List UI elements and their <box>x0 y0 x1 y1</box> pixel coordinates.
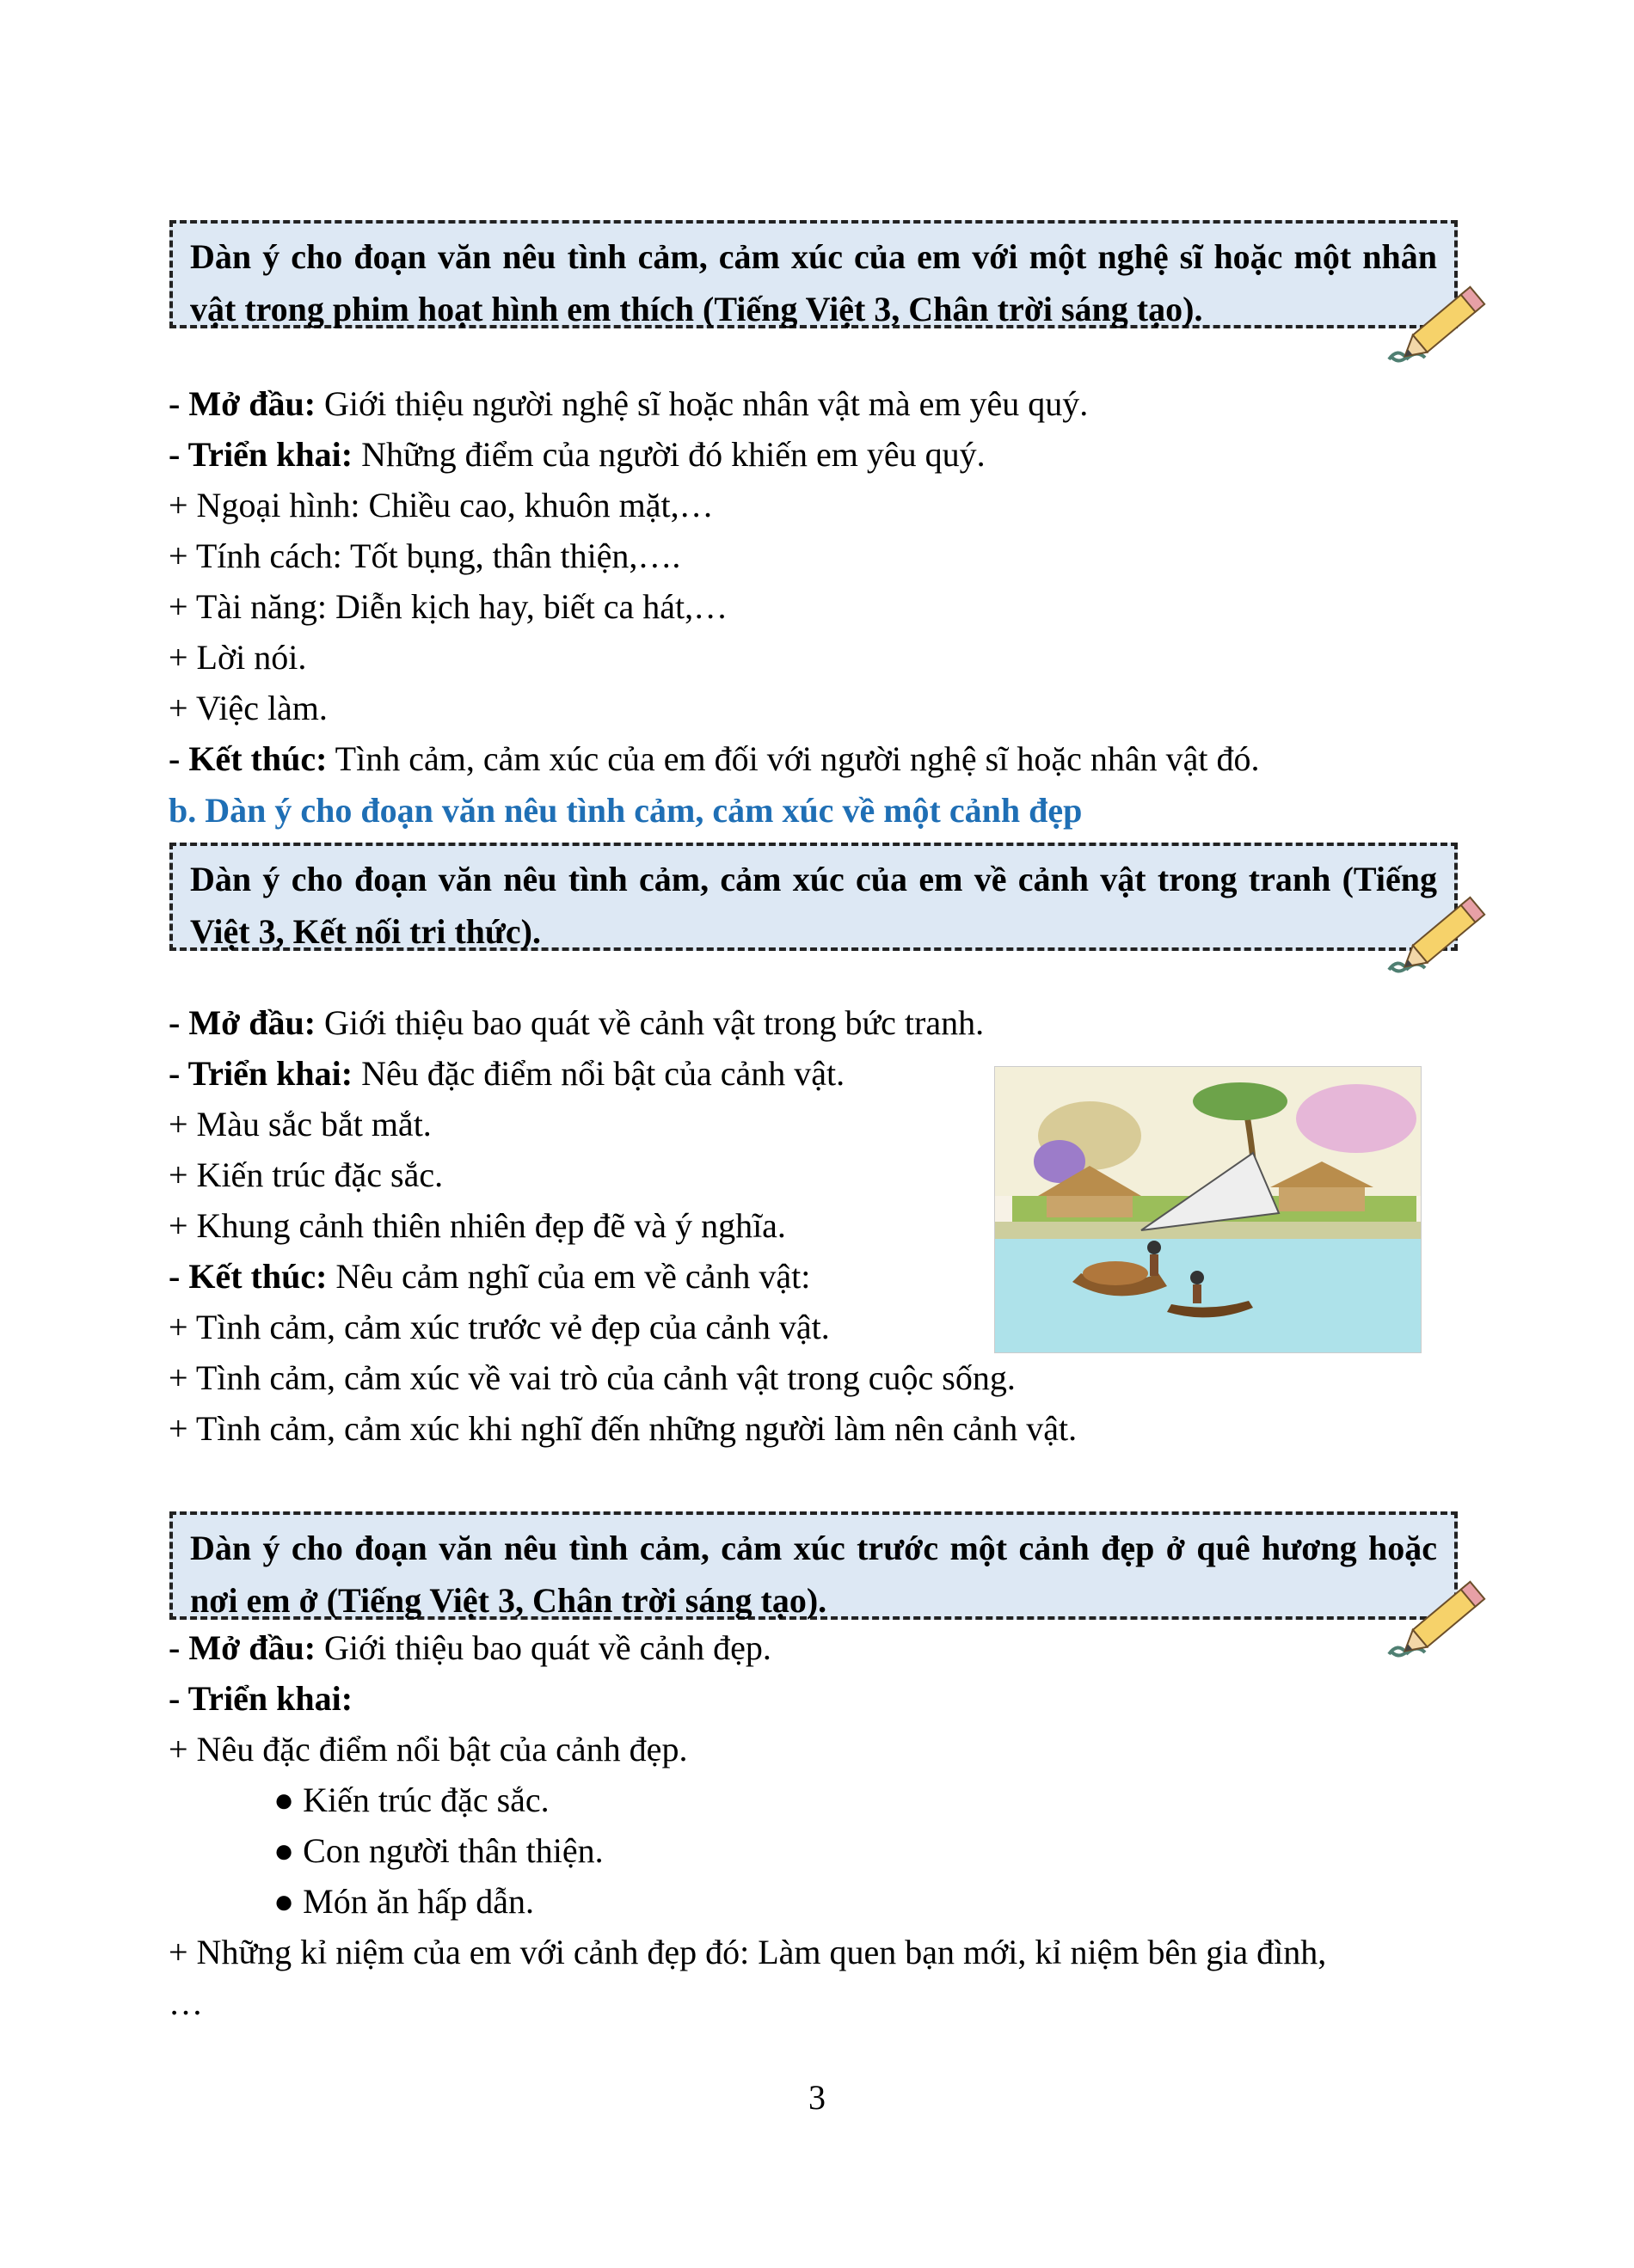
text-line: - Mở đầu: Giới thiệu người nghệ sĩ hoặc nhân vật mà em yêu quý. <box>169 384 1089 423</box>
text-line: + Lời nói. <box>169 638 307 677</box>
pencil-icon <box>1372 868 1501 989</box>
text-line: + Kiến trúc đặc sắc. <box>169 1155 444 1194</box>
outline-title-box-3 <box>169 1511 1458 1620</box>
bullet-item: ● Con người thân thiện. <box>273 1831 604 1870</box>
page-number: 3 <box>808 2078 826 2117</box>
outline-title-3: Dàn ý cho đoạn văn nêu tình cảm, cảm xúc trước một cảnh đẹp ở quê hương hoặc nơi em ở (Tiếng Việt 3, Chân trời sáng tạo). <box>190 1529 1437 1620</box>
text-line: + Tính cách: Tốt bụng, thân thiện,…. <box>169 536 681 575</box>
pencil-icon <box>1372 1553 1501 1673</box>
text-line: + Ngoại hình: Chiều cao, khuôn mặt,… <box>169 486 714 524</box>
river-village-drawing <box>994 1066 1422 1353</box>
text-line: + Những kỉ niệm của em với cảnh đẹp đó: Làm quen bạn mới, kỉ niệm bên gia đình, <box>169 1933 1327 1971</box>
text-line: - Triển khai: Nêu đặc điểm nổi bật của cảnh vật. <box>169 1054 845 1093</box>
text-line: + Khung cảnh thiên nhiên đẹp đẽ và ý nghĩa. <box>169 1206 786 1245</box>
outline-title-box-1 <box>169 220 1458 328</box>
section-heading: b. Dàn ý cho đoạn văn nêu tình cảm, cảm xúc về một cảnh đẹp <box>169 791 1083 830</box>
text-line: + Việc làm. <box>169 689 328 727</box>
text-line: + Tài năng: Diễn kịch hay, biết ca hát,… <box>169 587 728 626</box>
outline-title-1: Dàn ý cho đoạn văn nêu tình cảm, cảm xúc của em với một nghệ sĩ hoặc một nhân vật trong phim hoạt hình em thích (Tiếng Việt 3, Chân trời sáng tạo). <box>190 237 1437 328</box>
bullet-item: ● Món ăn hấp dẫn. <box>273 1882 534 1921</box>
text-line: - Mở đầu: Giới thiệu bao quát về cảnh vật trong bức tranh. <box>169 1003 985 1042</box>
pencil-icon <box>1372 258 1501 378</box>
bullet-item: ● Kiến trúc đặc sắc. <box>273 1781 550 1819</box>
text-line: - Kết thúc: Tình cảm, cảm xúc của em đối với người nghệ sĩ hoặc nhân vật đó. <box>169 739 1260 778</box>
text-line: + Tình cảm, cảm xúc về vai trò của cảnh vật trong cuộc sống. <box>169 1358 1016 1397</box>
outline-title-box-2 <box>169 843 1458 951</box>
text-line: + Tình cảm, cảm xúc khi nghĩ đến những người làm nên cảnh vật. <box>169 1409 1078 1448</box>
text-line: - Kết thúc: Nêu cảm nghĩ của em về cảnh vật: <box>169 1257 811 1296</box>
text-line: + Tình cảm, cảm xúc trước vẻ đẹp của cảnh vật. <box>169 1308 830 1346</box>
text-line: + Màu sắc bắt mắt. <box>169 1105 432 1143</box>
text-line: - Triển khai: Những điểm của người đó khiến em yêu quý. <box>169 435 986 474</box>
text-line: - Triển khai: <box>169 1679 353 1718</box>
text-line: … <box>169 1983 203 2022</box>
text-line: + Nêu đặc điểm nổi bật của cảnh đẹp. <box>169 1730 688 1768</box>
outline-title-2: Dàn ý cho đoạn văn nêu tình cảm, cảm xúc của em về cảnh vật trong tranh (Tiếng Việt 3, Kết nối tri thức). <box>190 860 1437 951</box>
text-line: - Mở đầu: Giới thiệu bao quát về cảnh đẹp. <box>169 1628 771 1667</box>
